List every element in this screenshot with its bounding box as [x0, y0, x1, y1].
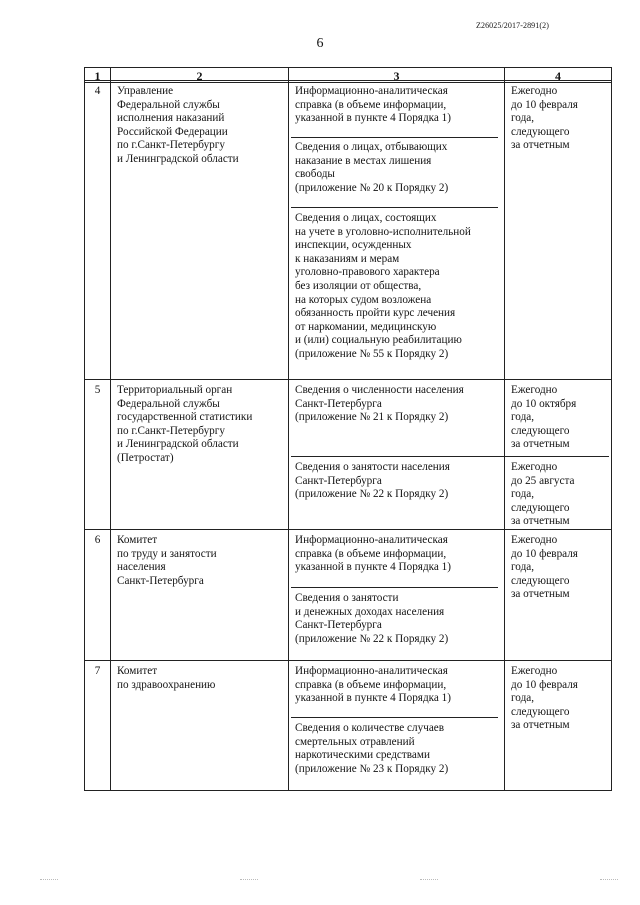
header-separator — [85, 80, 611, 83]
column-divider — [288, 68, 289, 790]
deadline-term: Ежегодно до 25 августа года, следующего за отчетным — [511, 461, 575, 528]
row-separator — [85, 529, 611, 530]
report-description: Сведения о занятости и денежных доходах населения Санкт-Петербурга (приложение № 22 к Порядку 2) — [295, 592, 449, 645]
organization-name: Территориальный орган Федеральной службы государственной статистики по г.Санкт-Петербургу и Ленинградской области (Петростат) — [117, 384, 253, 464]
row-number: 7 — [94, 665, 101, 677]
report-description: Информационно-аналитическая справка (в объеме информации, указанной в пункте 4 Порядка 1) — [295, 534, 451, 574]
report-separator — [291, 456, 609, 457]
scan-artifact-dots — [0, 879, 640, 883]
row-number: 5 — [94, 384, 101, 396]
report-description: Сведения о количестве случаев смертельных отравлений наркотическими средствами (приложение № 23 к Порядку 2) — [295, 722, 449, 775]
header-col-1: 1 — [94, 69, 101, 83]
deadline-term: Ежегодно до 10 февраля года, следующего за отчетным — [511, 534, 578, 601]
header-col-2: 2 — [196, 69, 203, 83]
report-description: Сведения о численности населения Санкт-Петербурга (приложение № 21 к Порядку 2) — [295, 384, 464, 424]
organization-name: Комитет по труду и занятости населения Санкт-Петербурга — [117, 534, 217, 587]
column-divider — [504, 68, 505, 790]
page-number: 6 — [316, 36, 324, 51]
header-col-4: 4 — [555, 69, 561, 83]
document-number: Z26025/2017-2891(2) — [476, 21, 550, 30]
row-number: 4 — [94, 85, 101, 97]
header-col-3: 3 — [393, 69, 400, 83]
report-description: Сведения о лицах, отбывающих наказание в местах лишения свободы (приложение № 20 к Порядку 2) — [295, 141, 449, 194]
report-description: Сведения о лицах, состоящих на учете в уголовно-исполнительной инспекции, осужденных к наказаниям и мерам уголовно-правового характера без изоляции от общества, на которых судом возложена обязанность пройти курс лечения от наркомании, медицинскую и (или) социальную реабилитацию (приложение № 55 к Порядку 2) — [295, 212, 471, 360]
deadline-term: Ежегодно до 10 октября года, следующего за отчетным — [511, 384, 577, 451]
report-separator — [291, 207, 498, 208]
report-description: Информационно-аналитическая справка (в объеме информации, указанной в пункте 4 Порядка 1) — [295, 85, 451, 125]
report-separator — [291, 137, 498, 138]
report-separator — [291, 587, 498, 588]
report-separator — [291, 717, 498, 718]
row-separator — [85, 660, 611, 661]
report-description: Сведения о занятости населения Санкт-Петербурга (приложение № 22 к Порядку 2) — [295, 461, 450, 501]
deadline-term: Ежегодно до 10 февраля года, следующего за отчетным — [511, 665, 578, 732]
column-divider — [110, 68, 111, 790]
reporting-table — [84, 67, 612, 791]
deadline-term: Ежегодно до 10 февраля года, следующего за отчетным — [511, 85, 578, 152]
row-separator — [85, 379, 611, 380]
row-number: 6 — [94, 534, 101, 546]
organization-name: Комитет по здравоохранению — [117, 665, 216, 691]
report-description: Информационно-аналитическая справка (в объеме информации, указанной в пункте 4 Порядка 1) — [295, 665, 451, 705]
organization-name: Управление Федеральной службы исполнения наказаний Российской Федерации по г.Санкт-Петербургу и Ленинградской области — [117, 85, 239, 165]
